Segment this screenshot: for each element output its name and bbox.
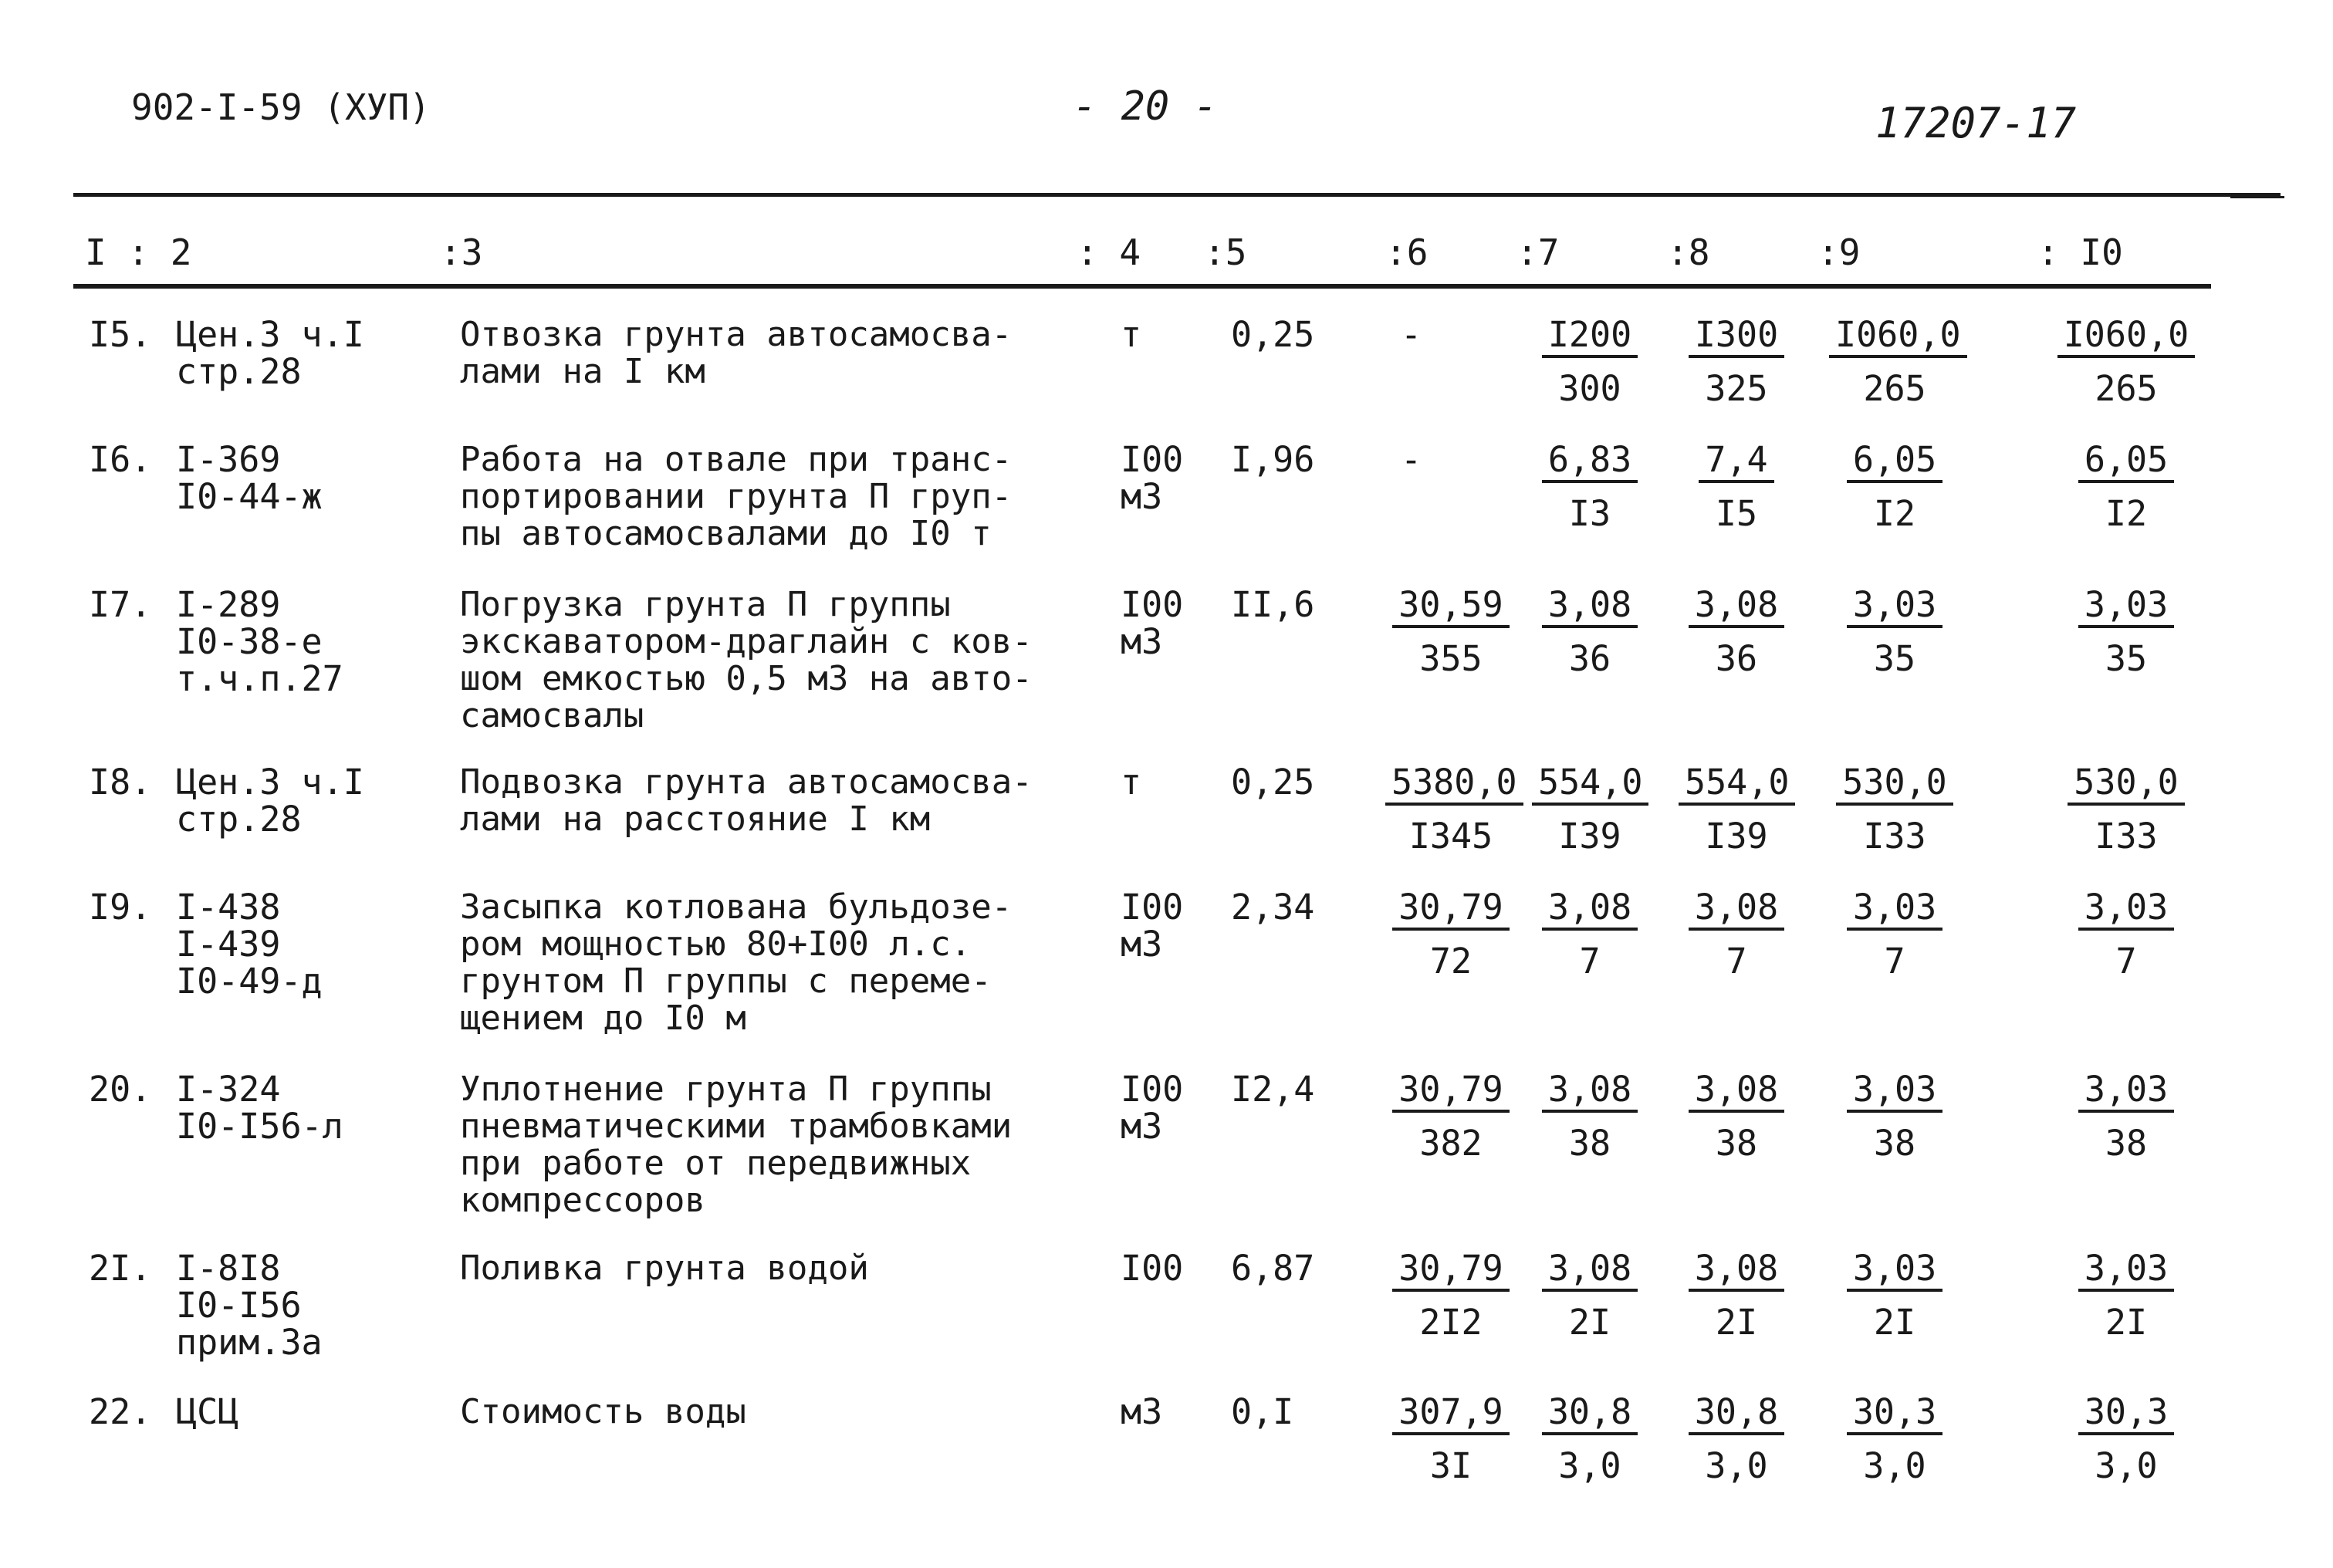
top-rule-extension	[2230, 196, 2284, 198]
value-top-c10: 530,0	[2068, 764, 2184, 806]
value-pair-c8	[1679, 316, 1794, 407]
value-pair-c7	[1532, 1250, 1648, 1341]
value-bottom-c10: 265	[2095, 368, 2158, 409]
value-bottom-c8: 36	[1715, 638, 1758, 679]
value-top-c9: 3,03	[1847, 1250, 1942, 1292]
row-quantity: 0,I	[1231, 1391, 1294, 1432]
row-unit: т	[1121, 762, 1142, 803]
value-bottom-c7: 7	[1579, 941, 1601, 982]
value-dash-c6: -	[1401, 314, 1422, 355]
value-bottom-c7: I3	[1568, 493, 1611, 534]
value-bottom-c8: 2I	[1715, 1302, 1758, 1343]
value-pair-c7	[1532, 586, 1648, 678]
value-pair-c8	[1679, 1250, 1794, 1341]
row-code: I-438 I-439 I0-49-д	[176, 887, 323, 1002]
row-description: Уплотнение грунта П группы пневматическими трамбовками при работе от передвижных компрессоров	[460, 1070, 1013, 1220]
row-number: 2I.	[89, 1248, 152, 1289]
row-quantity: 6,87	[1231, 1248, 1315, 1289]
row-quantity: 0,25	[1231, 314, 1315, 355]
page-number: - 20 -	[1073, 83, 1218, 130]
value-top-c8: 3,08	[1689, 889, 1784, 931]
value-bottom-c6: 3I	[1429, 1445, 1472, 1486]
value-pair-c8	[1679, 764, 1794, 855]
value-top-c7: 3,08	[1542, 1071, 1638, 1113]
value-top-c8: 30,8	[1689, 1394, 1784, 1435]
value-top-c8: 554,0	[1679, 764, 1795, 806]
value-pair-c10	[2053, 764, 2199, 855]
value-pair-c10	[2053, 1391, 2199, 1486]
row-description: Отвозка грунта автосамосва- лами на I км	[460, 315, 1013, 391]
row-code: I-289 I0-38-е т.ч.п.27	[176, 584, 343, 699]
value-pair-c9	[1829, 316, 1960, 407]
header-rule	[73, 284, 2211, 289]
value-top-c10: I060,0	[2057, 316, 2196, 358]
value-top-c7: I200	[1542, 316, 1638, 358]
value-pair-c6	[1385, 586, 1516, 678]
value-bottom-c8: I39	[1705, 816, 1768, 857]
value-bottom-c10: 7	[2115, 941, 2137, 982]
value-pair-c9	[1829, 1391, 1960, 1486]
value-bottom-c6: I345	[1408, 816, 1493, 857]
value-top-c7: 6,83	[1542, 441, 1638, 483]
value-top-c10: 3,03	[2078, 1071, 2174, 1113]
row-quantity: I,96	[1231, 439, 1315, 480]
value-pair-c8	[1679, 889, 1794, 980]
value-pair-c10	[2053, 441, 2199, 532]
value-bottom-c6: 382	[1419, 1123, 1483, 1164]
value-bottom-c7: 2I	[1568, 1302, 1611, 1343]
row-number: I6.	[89, 439, 152, 480]
value-bottom-c7: I39	[1558, 816, 1621, 857]
value-pair-c7	[1532, 441, 1648, 532]
top-rule	[73, 193, 2281, 197]
value-top-c10: 3,03	[2078, 1250, 2174, 1292]
value-pair-c7	[1532, 1391, 1648, 1486]
value-bottom-c7: 38	[1568, 1123, 1611, 1164]
value-pair-c7	[1532, 316, 1648, 407]
value-pair-c10	[2053, 586, 2199, 678]
value-top-c9: 6,05	[1847, 441, 1942, 483]
value-bottom-c8: I5	[1715, 493, 1758, 534]
row-code: I-324 I0-I56-л	[176, 1069, 343, 1147]
row-code: Цен.3 ч.I стр.28	[176, 762, 364, 840]
value-dash-c6: -	[1401, 439, 1422, 480]
row-unit: т	[1121, 314, 1142, 355]
value-top-c10: 6,05	[2078, 441, 2174, 483]
value-bottom-c10: 35	[2105, 638, 2148, 679]
value-pair-c10	[2053, 889, 2199, 980]
value-bottom-c10: I33	[2095, 816, 2158, 857]
row-code: Цен.3 ч.I стр.28	[176, 314, 364, 392]
value-bottom-c8: 3,0	[1705, 1445, 1768, 1486]
value-bottom-c7: 3,0	[1558, 1445, 1621, 1486]
row-number: I8.	[89, 762, 152, 803]
value-bottom-c7: 300	[1558, 368, 1621, 409]
value-top-c8: 3,08	[1689, 1071, 1784, 1113]
value-top-c10: 3,03	[2078, 889, 2174, 931]
row-number: I5.	[89, 314, 152, 355]
value-pair-c9	[1829, 1250, 1960, 1341]
row-description: Подвозка грунта автосамосва- лами на расстояние I км	[460, 762, 1033, 839]
value-top-c9: 3,03	[1847, 1071, 1942, 1113]
row-quantity: II,6	[1231, 584, 1315, 625]
value-pair-c9	[1829, 889, 1960, 980]
row-quantity: I2,4	[1231, 1069, 1315, 1110]
row-description: Поливка грунта водой	[460, 1249, 869, 1288]
value-bottom-c9: 35	[1873, 638, 1916, 679]
row-number: I9.	[89, 887, 152, 928]
row-description: Работа на отвале при транс- портировании грунта П груп- пы автосамосвалами до I0 т	[460, 440, 1013, 553]
value-top-c7: 554,0	[1532, 764, 1648, 806]
column-header-6: :6	[1385, 231, 1429, 273]
row-code: I-8I8 I0-I56 прим.3а	[176, 1248, 323, 1363]
value-pair-c6	[1385, 1071, 1516, 1162]
value-top-c10: 30,3	[2078, 1394, 2174, 1435]
value-top-c8: 3,08	[1689, 1250, 1784, 1292]
value-bottom-c6: 355	[1419, 638, 1483, 679]
value-top-c9: 3,03	[1847, 889, 1942, 931]
value-pair-c8	[1679, 1391, 1794, 1486]
row-unit: I00	[1121, 1248, 1184, 1289]
value-pair-c10	[2053, 1250, 2199, 1341]
value-top-c7: 3,08	[1542, 586, 1638, 628]
value-top-c6: 30,79	[1392, 1071, 1509, 1113]
value-bottom-c10: 3,0	[2095, 1445, 2158, 1486]
value-bottom-c9: 38	[1873, 1123, 1916, 1164]
column-header-1-2: I : 2	[85, 231, 192, 273]
value-bottom-c6: 72	[1429, 941, 1472, 982]
value-bottom-c7: 36	[1568, 638, 1611, 679]
row-quantity: 0,25	[1231, 762, 1315, 803]
value-pair-c9	[1829, 586, 1960, 678]
value-pair-c6	[1385, 1391, 1516, 1486]
row-code: I-369 I0-44-ж	[176, 439, 323, 517]
column-header-10: : I0	[2037, 231, 2123, 273]
value-pair-c7	[1532, 889, 1648, 980]
value-pair-c6	[1385, 764, 1516, 855]
row-quantity: 2,34	[1231, 887, 1315, 928]
value-pair-c7	[1532, 764, 1648, 855]
value-pair-c9	[1829, 764, 1960, 855]
row-description: Засыпка котлована бульдозе- ром мощностью 80+I00 л.с. грунтом П группы с переме- щением до I0 м	[460, 887, 1013, 1038]
row-unit: м3	[1121, 1391, 1163, 1432]
value-top-c9: 530,0	[1836, 764, 1953, 806]
column-header-8: :8	[1667, 231, 1710, 273]
value-top-c8: 7,4	[1699, 441, 1773, 483]
value-top-c7: 30,8	[1542, 1394, 1638, 1435]
value-pair-c6	[1385, 889, 1516, 980]
value-pair-c6	[1385, 1250, 1516, 1341]
row-number: 22.	[89, 1391, 152, 1432]
value-bottom-c9: 2I	[1873, 1302, 1916, 1343]
row-unit: I00 м3	[1121, 887, 1184, 965]
column-header-5: :5	[1204, 231, 1247, 273]
row-unit: I00 м3	[1121, 584, 1184, 662]
value-top-c8: I300	[1689, 316, 1784, 358]
column-header-3: :3	[440, 231, 483, 273]
value-top-c8: 3,08	[1689, 586, 1784, 628]
value-bottom-c6: 2I2	[1419, 1302, 1483, 1343]
value-top-c6: 30,79	[1392, 1250, 1509, 1292]
value-bottom-c9: I33	[1863, 816, 1926, 857]
value-pair-c9	[1829, 441, 1960, 532]
reference-number: 17207-17	[1875, 99, 2077, 147]
value-top-c10: 3,03	[2078, 586, 2174, 628]
row-number: 20.	[89, 1069, 152, 1110]
row-unit: I00 м3	[1121, 1069, 1184, 1147]
value-bottom-c10: 2I	[2105, 1302, 2148, 1343]
value-bottom-c10: I2	[2105, 493, 2148, 534]
value-pair-c7	[1532, 1071, 1648, 1162]
column-header-7: :7	[1516, 231, 1560, 273]
value-top-c7: 3,08	[1542, 889, 1638, 931]
value-top-c7: 3,08	[1542, 1250, 1638, 1292]
row-number: I7.	[89, 584, 152, 625]
value-top-c9: I060,0	[1829, 316, 1967, 358]
value-top-c9: 30,3	[1847, 1394, 1942, 1435]
column-header-9: :9	[1817, 231, 1861, 273]
row-unit: I00 м3	[1121, 439, 1184, 517]
value-pair-c10	[2053, 1071, 2199, 1162]
row-code: ЦСЦ	[176, 1391, 239, 1432]
row-description: Погрузка грунта П группы экскаватором-драглайн с ков- шом емкостью 0,5 м3 на авто- самосвалы	[460, 585, 1033, 735]
value-bottom-c8: 38	[1715, 1123, 1758, 1164]
value-pair-c8	[1679, 586, 1794, 678]
value-bottom-c9: 265	[1863, 368, 1926, 409]
column-header-4: : 4	[1077, 231, 1141, 273]
value-bottom-c8: 325	[1705, 368, 1768, 409]
value-pair-c10	[2053, 316, 2199, 407]
value-pair-c8	[1679, 1071, 1794, 1162]
value-top-c9: 3,03	[1847, 586, 1942, 628]
document-code: 902-I-59 (XУП)	[131, 86, 431, 128]
value-pair-c9	[1829, 1071, 1960, 1162]
value-bottom-c9: 7	[1884, 941, 1905, 982]
value-bottom-c9: 3,0	[1863, 1445, 1926, 1486]
value-bottom-c8: 7	[1726, 941, 1747, 982]
value-bottom-c9: I2	[1873, 493, 1916, 534]
row-description: Стоимость воды	[460, 1392, 746, 1431]
value-bottom-c10: 38	[2105, 1123, 2148, 1164]
value-pair-c8	[1679, 441, 1794, 532]
value-top-c6: 30,59	[1392, 586, 1509, 628]
value-top-c6: 307,9	[1392, 1394, 1509, 1435]
value-top-c6: 5380,0	[1385, 764, 1523, 806]
value-top-c6: 30,79	[1392, 889, 1509, 931]
